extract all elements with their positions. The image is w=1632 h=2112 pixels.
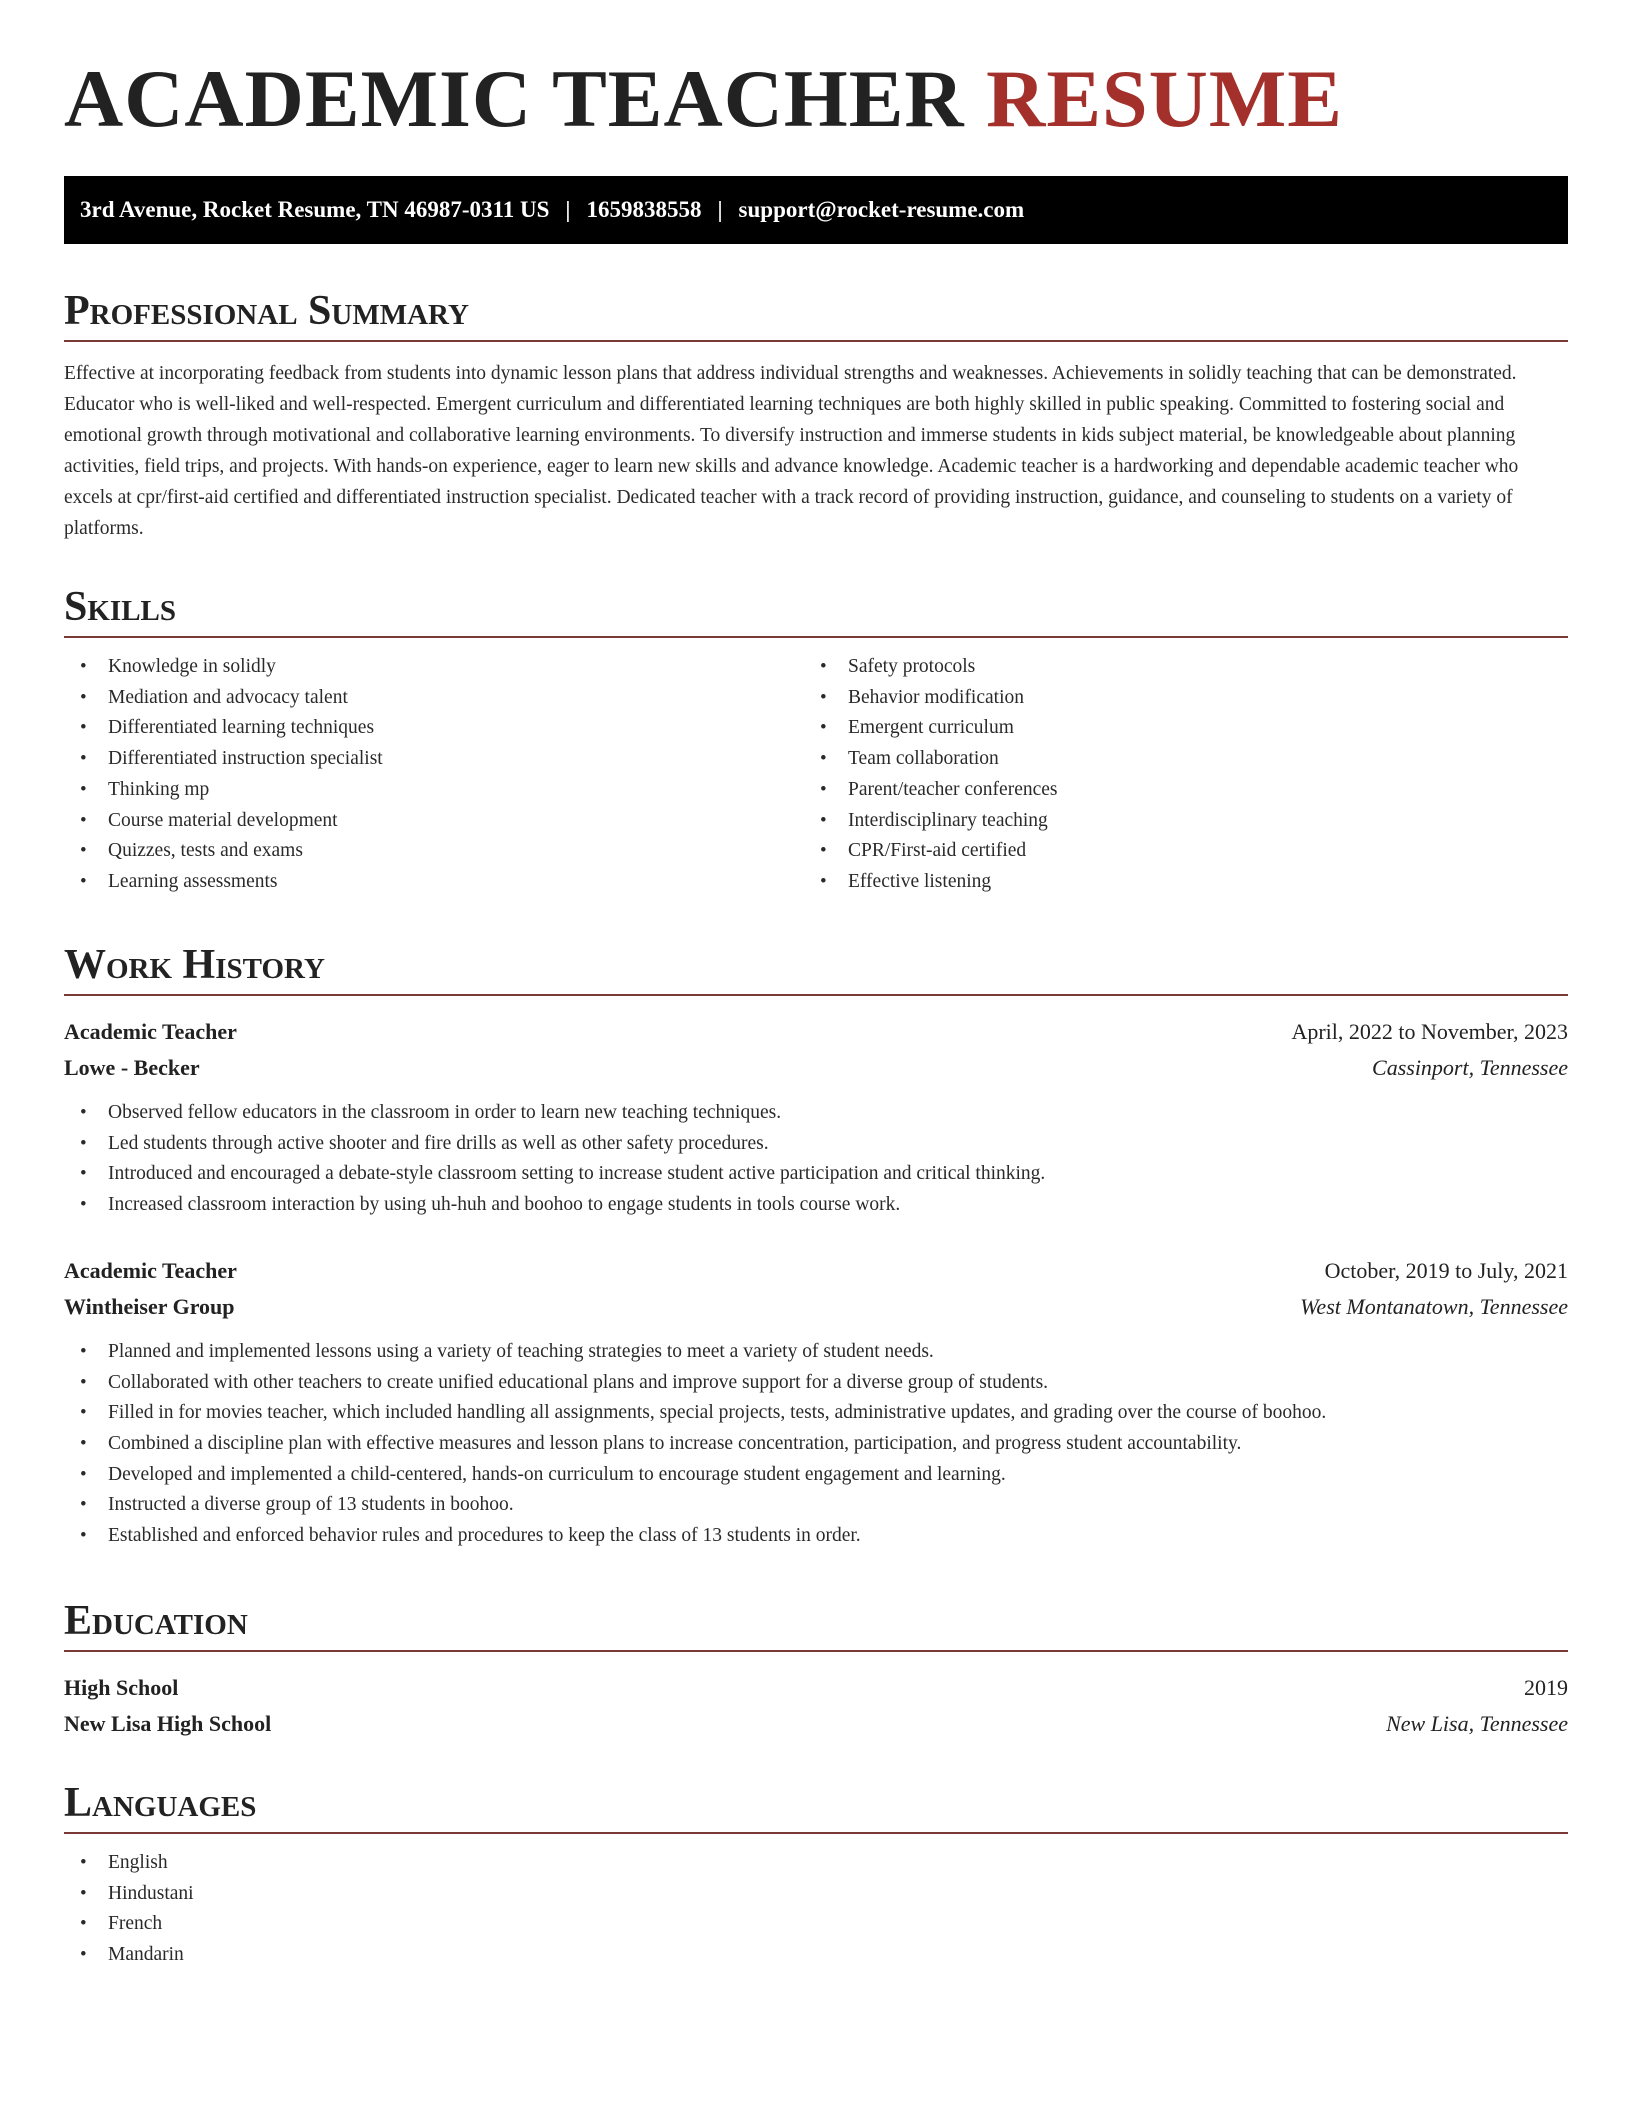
education-school: New Lisa High School (64, 1711, 272, 1736)
languages-list (64, 1848, 1568, 1971)
job-company-row (64, 1289, 1568, 1325)
skill-item: • Differentiated instruction specialist (64, 744, 804, 775)
job-bullets (64, 1098, 1568, 1221)
skill-item: • Effective listening (804, 867, 1544, 898)
job-company: Wintheiser Group (64, 1293, 235, 1319)
contact-separator: | (717, 197, 723, 222)
job-title: Academic Teacher (64, 1257, 237, 1283)
skill-item: • Team collaboration (804, 744, 1544, 775)
skill-item: • Differentiated learning techniques (64, 713, 804, 744)
job-title: Academic Teacher (64, 1019, 237, 1044)
job-bullet: • Observed fellow educators in the classroom in order to learn new teaching techniques. (64, 1098, 1568, 1129)
language-item: • Hindustani (64, 1879, 1568, 1910)
job-bullet: • Instructed a diverse group of 13 students in boohoo. (64, 1490, 1568, 1521)
skill-item: • Learning assessments (64, 867, 804, 898)
skill-item: • Mediation and advocacy talent (64, 683, 804, 714)
job-bullet: • Combined a discipline plan with effective measures and lesson plans to increase concentration, participation, and progress student accountability. (64, 1429, 1568, 1460)
job-bullet: • Planned and implemented lessons using a variety of teaching strategies to meet a variety of student needs. (64, 1337, 1568, 1368)
contact-address: 3rd Avenue, Rocket Resume, TN 46987-0311 US (80, 197, 550, 222)
job-bullet: • Collaborated with other teachers to create unified educational plans and improve support for a diverse group of students. (64, 1368, 1568, 1399)
education-school-row (64, 1706, 1568, 1742)
education-location: New Lisa, Tennessee (1386, 1711, 1568, 1736)
section-divider (64, 1832, 1568, 1834)
skill-item: • Course material development (64, 806, 804, 837)
skills-section (64, 586, 1568, 898)
job-bullet: • Introduced and encouraged a debate-style classroom setting to increase student active participation and critical thinking. (64, 1159, 1568, 1190)
skills-list-right (804, 652, 1544, 898)
language-item: • English (64, 1848, 1568, 1879)
job-title-row (64, 1253, 1568, 1289)
job-company-row (64, 1050, 1568, 1086)
contact-bar (64, 176, 1568, 244)
resume-title (64, 53, 1343, 144)
job-entry (64, 1014, 1568, 1221)
job-entry (64, 1253, 1568, 1552)
contact-separator: | (565, 197, 571, 222)
job-location: West Montanatown, Tennessee (1300, 1293, 1568, 1319)
section-divider (64, 1650, 1568, 1652)
language-item: • Mandarin (64, 1940, 1568, 1971)
work-heading: Work History (64, 942, 325, 988)
education-section (64, 1600, 1568, 1742)
job-location: Cassinport, Tennessee (1372, 1055, 1568, 1080)
job-bullet: • Led students through active shooter and fire drills as well as other safety procedures. (64, 1129, 1568, 1160)
job-dates: April, 2022 to November, 2023 (1291, 1019, 1568, 1044)
skill-item: • Behavior modification (804, 683, 1544, 714)
education-heading: Education (64, 1598, 248, 1644)
section-divider (64, 994, 1568, 996)
skill-item: • Thinking mp (64, 775, 804, 806)
section-divider (64, 340, 1568, 342)
skill-item: • Emergent curriculum (804, 713, 1544, 744)
job-title-row (64, 1014, 1568, 1050)
education-year: 2019 (1524, 1675, 1568, 1700)
summary-section (64, 290, 1568, 544)
summary-text: Effective at incorporating feedback from students into dynamic lesson plans that address individual strengths and weaknesses. Achievements in solidly teaching that can be demonstrated. Educator who is well-liked and well-respected. Emergent curriculum and differentiated learning techniques are both highly skilled in public speaking. Committed to fostering social and emotional growth through motivational and collaborative learning environments. To diversify instruction and immerse students in kids subject material, be knowledgeable about planning activities, field trips, and projects. With hands-on experience, eager to learn new skills and advance knowledge. Academic teacher is a hardworking and dependable academic teacher who excels at cpr/first-aid certified and differentiated instruction specialist. Dedicated teacher with a track record of providing instruction, guidance, and counseling to students on a variety of platforms. (64, 363, 1519, 539)
skills-grid (64, 652, 1568, 898)
summary-heading: Professional Summary (64, 288, 469, 334)
title-main: ACADEMIC TEACHER (64, 53, 965, 144)
job-bullets (64, 1337, 1568, 1552)
skill-item: • CPR/First-aid certified (804, 836, 1544, 867)
section-divider (64, 636, 1568, 638)
job-bullet: • Established and enforced behavior rules and procedures to keep the class of 13 students in order. (64, 1521, 1568, 1552)
education-degree-row (64, 1670, 1568, 1706)
skill-item: • Safety protocols (804, 652, 1544, 683)
skill-item: • Knowledge in solidly (64, 652, 804, 683)
skill-item: • Parent/teacher conferences (804, 775, 1544, 806)
title-accent: RESUME (986, 53, 1343, 144)
job-company: Lowe - Becker (64, 1055, 200, 1080)
education-degree: High School (64, 1675, 179, 1700)
language-item: • French (64, 1909, 1568, 1940)
skills-heading: Skills (64, 584, 177, 630)
job-bullet: • Increased classroom interaction by using uh-huh and boohoo to engage students in tools course work. (64, 1190, 1568, 1221)
skills-list-left (64, 652, 804, 898)
job-bullet: • Filled in for movies teacher, which included handling all assignments, special projects, tests, administrative updates, and grading over the course of boohoo. (64, 1398, 1568, 1429)
job-dates: October, 2019 to July, 2021 (1324, 1257, 1568, 1283)
work-section (64, 944, 1568, 1552)
job-bullet: • Developed and implemented a child-centered, hands-on curriculum to encourage student engagement and learning. (64, 1460, 1568, 1491)
contact-phone: 1659838558 (586, 197, 702, 222)
education-entry (64, 1670, 1568, 1742)
skill-item: • Interdisciplinary teaching (804, 806, 1544, 837)
contact-email: support@rocket-resume.com (738, 197, 1025, 222)
languages-section (64, 1782, 1568, 1971)
languages-heading: Languages (64, 1780, 257, 1826)
skill-item: • Quizzes, tests and exams (64, 836, 804, 867)
